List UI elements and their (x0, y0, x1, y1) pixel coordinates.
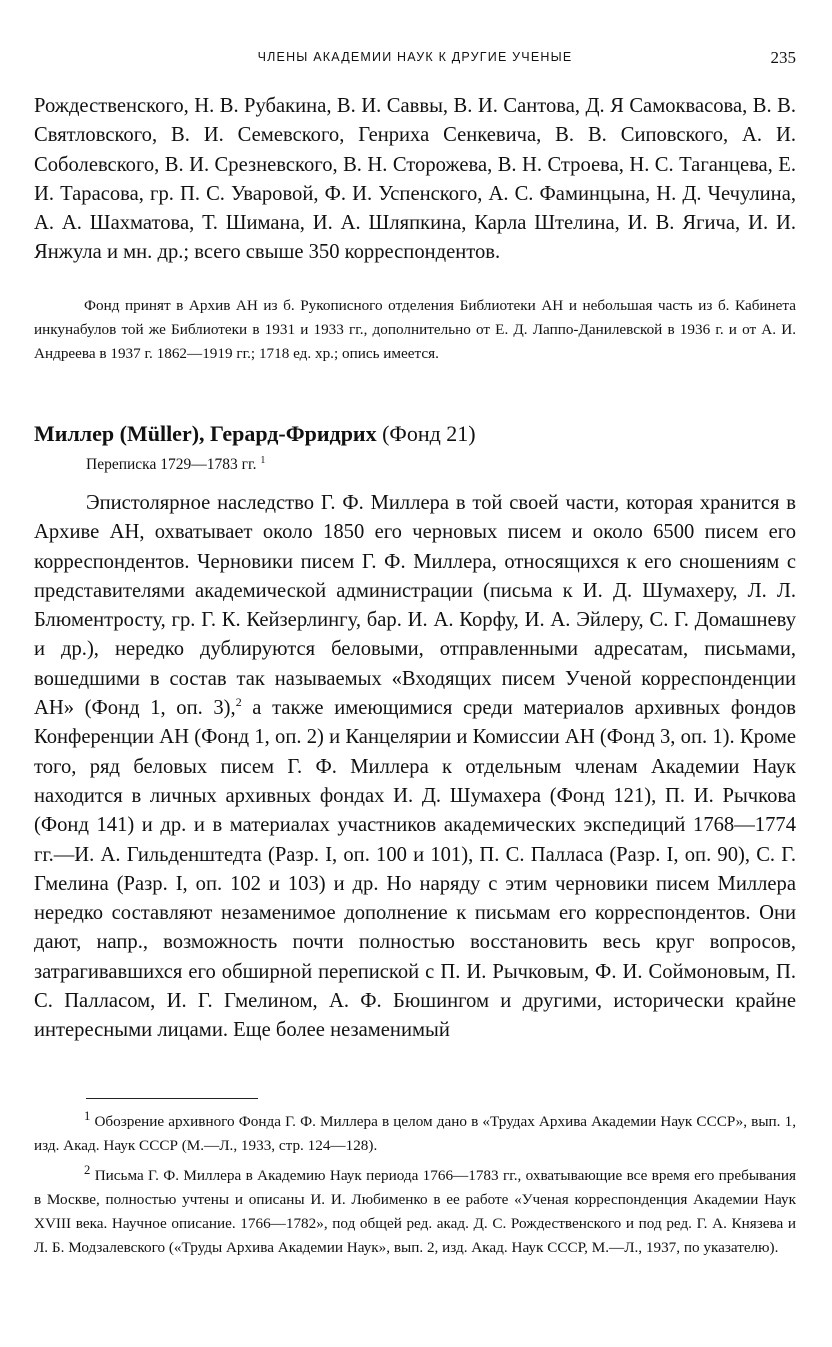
entry-heading (34, 421, 796, 447)
main-paragraph-part2: а также имеющимися среди материалов архивных фондов Конференции АН (Фонд 1, оп. 2) и Канцелярии и Комиссии АН (Фонд 3, оп. 1). Кроме того, ряд беловых писем Г. Ф. Миллера к отдельным членам Академии Наук находится в личных архивных фондах И. Д. Шумахера (Фонд 121), П. И. Рычкова (Фонд 141) и др. и в материалах участников академических экспедиций 1768—1774 гг.—И. А. Гильденштедта (Разр. I, оп. 100 и 101), П. С. Палласа (Разр. I, оп. 90), С. Г. Гмелина (Разр. I, оп. 102 и 103) и др. Но наряду с этим черновики писем Миллера нередко составляют незаменимое дополнение к письмам его корреспондентов. Они дают, напр., возможность почти полностью восстановить весь круг вопросов, затрагивавшихся его обширной перепиской с П. И. Рычковым, Ф. И. Соймоновым, П. С. Палласом, И. Г. Гмелином, А. Ф. Бюшингом и другими, исторически крайне интересными лицами. Еще более незаменимый (34, 697, 796, 1042)
fund-note-text: Фонд принят в Архив АН из б. Рукописного отделения Библиотеки АН и небольшая часть из б. Кабинета инкунабулов той же Библиотеки в 1931 и 1933 гг., дополнительно от Е. Д. Лаппо-Данилевской в 1936 г. и от А. И. Андреева в 1937 г. 1862—1919 гг.; 1718 ед. хр.; опись имеется. (34, 297, 796, 362)
page-header (34, 48, 796, 70)
entry-name: Миллер (Müller), Герард-Фридрих (34, 421, 377, 446)
footnote-divider (86, 1098, 258, 1099)
footnote-ref-2: 2 (235, 695, 242, 710)
footnote-1-number: 1 (84, 1109, 91, 1123)
fund-note (34, 294, 796, 366)
footnote-ref-1: 1 (260, 455, 266, 466)
footnote-2 (34, 1158, 796, 1260)
footnote-2-number: 2 (84, 1163, 91, 1178)
entry-subheading (86, 455, 265, 474)
footnote-1 (34, 1104, 796, 1158)
entry-fund: (Фонд 21) (382, 421, 476, 446)
main-paragraph-part1: Эпистолярное наследство Г. Ф. Миллера в той своей части, которая хранится в Архиве АН, охватывает около 1850 его черновых писем и около 6500 писем его корреспондентов. Черновики писем Г. Ф. Миллера, относящихся к его сношениям с представителями академической администрации (письма к И. Д. Шумахеру, Л. Л. Блюментросту, гр. Г. К. Кейзерлингу, бар. И. А. Корфу, И. А. Эйлеру, С. Г. Домашневу и др.), нередко дублируются беловыми, отправленными адресатам, письмами, вошедшими в состав так называемых «Входящих писем Ученой корреспонденции АН» (Фонд 1, оп. 3), (34, 492, 796, 720)
footnote-1-text: Обозрение архивного Фонда Г. Ф. Миллера в целом дано в «Трудах Архива Академии Наук СССР», вып. 1, изд. Акад. Наук СССР (М.—Л., 1933, стр. 124—128). (34, 1113, 796, 1155)
subheading-text: Переписка 1729—1783 гг. (86, 456, 257, 474)
running-head: ЧЛЕНЫ АКАДЕМИИ НАУК К ДРУГИЕ УЧЕНЫЕ (257, 50, 573, 64)
footnote-2-text: Письма Г. Ф. Миллера в Академию Наук периода 1766—1783 гг., охватывающие все время его пребывания в Москве, полностью учтены и описаны И. И. Любименко в ее работе «Ученая корреспонденция Академии Наук XVIII века. Научное описание. 1766—1782», под общей ред. акад. Д. С. Рождественского и под ред. Г. А. Князева и Л. Б. Модзалевского («Труды Архива Академии Наук», вып. 2, изд. Акад. Наук СССР, М.—Л., 1937, по указателю). (34, 1167, 797, 1257)
page-number: 235 (770, 48, 796, 67)
continuation-paragraph: Рождественского, Н. В. Рубакина, В. И. Саввы, В. И. Сантова, Д. Я Самоквасова, В. В. Святловского, В. И. Семевского, Генриха Сенкевича, В. В. Сиповского, А. И. Соболевского, В. И. Срезневского, В. Н. Сторожева, В. Н. Строева, Н. С. Таганцева, Е. И. Тарасова, гр. П. С. Уваровой, Ф. И. Успенского, А. С. Фаминцына, Н. Д. Чечулина, А. А. Шахматова, Т. Шимана, И. А. Шляпкина, Карла Штелина, И. В. Ягича, И. И. Янжула и мн. др.; всего свыше 350 корреспондентов. (34, 95, 796, 264)
main-paragraph (34, 489, 796, 1046)
footnotes (34, 1104, 796, 1260)
